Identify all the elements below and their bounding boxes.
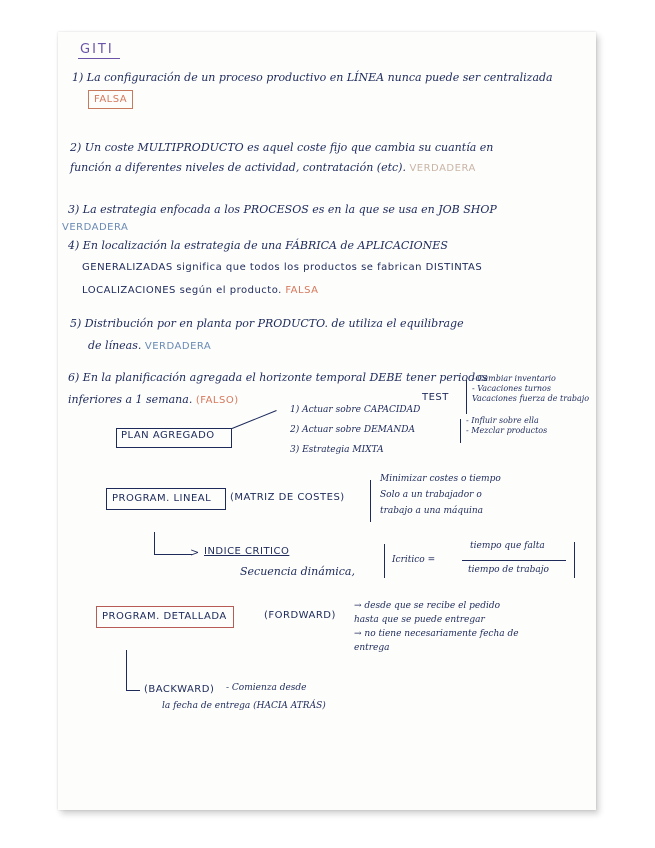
demanda-note: - Mezclar productos [466,426,548,436]
indice-arrow-line [154,554,192,555]
question-3: 3) La estrategia enfocada a los PROCESOS es en la que se usa en JOB SHOP [68,203,497,216]
lineal-bracket [370,480,371,522]
lineal-note: trabajo a una máquina [380,505,484,516]
answer-1: FALSA [88,90,133,109]
question-6-line-1: 6) En la planificación agregada el horizonte temporal DEBE tener periodos [68,371,488,384]
indice-arrow-stem [154,532,155,554]
backward-label: (BACKWARD) [144,684,215,695]
lineal-note: Minimizar costes o tiempo [380,474,501,484]
capacidad-bracket [466,380,467,414]
question-4-line-3 [82,282,318,299]
answer-3: VERDADERA [62,222,129,233]
lineal-note: Solo a un trabajador o [380,489,482,500]
demanda-note: - Influir sobre ella [466,416,539,425]
test-label: TEST [422,392,449,403]
question-1: 1) La configuración de un proceso productivo en LÍNEA nunca puede ser centralizada [72,71,553,84]
formula-bracket-left [384,544,385,578]
option-mixta: 3) Estrategia MIXTA [290,445,384,455]
demanda-bracket [460,419,461,443]
question-6-line-2 [68,392,239,409]
lineal-notes [380,472,501,519]
question-4-line-1: 4) En localización la estrategia de una FÁBRICA de APLICACIONES [68,239,448,252]
backward-stem [126,650,127,690]
question-6-text: inferiores a 1 semana. [68,393,193,406]
question-2-line-1: 2) Un coste MULTIPRODUCTO es aquel coste fijo que cambia su cuantía en [70,141,494,154]
question-5-line-2 [88,338,211,355]
answer-1-wrap [88,90,133,109]
matriz-costes: (MATRIZ DE COSTES) [230,492,345,503]
forward-label: (FORDWARD) [264,610,336,621]
answer-3-wrap [62,219,128,236]
answer-5: VERDADERA [144,341,212,352]
formula-bracket-right [574,542,575,578]
forward-note: → no tiene necesariamente fecha de [354,628,519,639]
question-2-line-2 [70,160,476,177]
notebook-page [58,32,596,810]
plan-arrow [232,410,277,429]
answer-6: (FALSO) [195,395,239,406]
capacidad-note: Vacaciones fuerza de trabajo [472,394,590,403]
indice-arrow-head: > [190,546,200,559]
formula-denominator: tiempo de trabajo [468,565,549,575]
formula-numerator: tiempo que falta [470,541,545,551]
plan-agregado-label: PLAN AGREGADO [121,430,215,441]
title-underline [78,58,120,59]
answer-2: VERDADERA [409,163,476,174]
option-capacidad: 1) Actuar sobre CAPACIDAD [290,405,421,415]
backward-line-1: - Comienza desde [226,683,307,693]
option-demanda: 2) Actuar sobre DEMANDA [290,425,415,435]
program-lineal-label: PROGRAM. LINEAL [112,493,212,504]
forward-note: hasta que se puede entregar [354,614,485,625]
formula-fraction-bar [462,560,566,561]
indice-sub: Secuencia dinámica, [240,565,355,578]
page-title: GITI [80,42,114,57]
program-detallada-label: PROGRAM. DETALLADA [102,611,227,622]
backward-line [126,690,140,691]
question-2-text: función a diferentes niveles de actividad, contratación (etc). [70,161,406,174]
demanda-notes [466,416,547,437]
question-4-line-2: GENERALIZADAS significa que todos los productos se fabrican DISTINTAS [82,262,483,273]
forward-note: → desde que se recibe el pedido [354,601,501,611]
forward-note: entrega [354,642,390,653]
indice-critico-label: INDICE CRITICO [204,546,290,557]
question-5-text: de líneas. [88,339,142,352]
forward-notes [354,600,519,656]
capacidad-notes [472,374,589,404]
formula-label: Icritico = [392,555,436,565]
answer-4: FALSA [285,285,319,296]
backward-line-2: la fecha de entrega (HACIA ATRÁS) [162,701,326,711]
capacidad-note: - Cambiar inventario [472,374,556,383]
capacidad-note: - Vacaciones turnos [472,384,551,393]
question-4-text: LOCALIZACIONES según el producto. [82,285,282,296]
question-5-line-1: 5) Distribución por en planta por PRODUCTO. de utiliza el equilibrage [70,317,464,330]
